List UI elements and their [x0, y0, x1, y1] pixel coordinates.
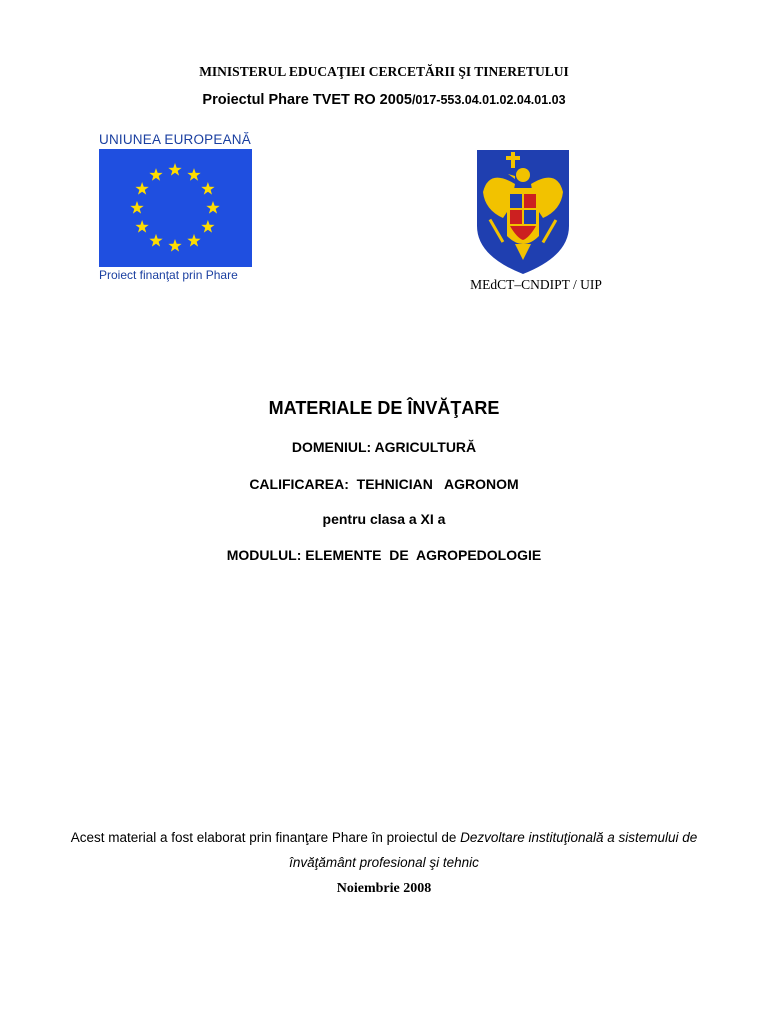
class-line: pentru clasa a XI a	[322, 511, 446, 527]
eu-star-icon	[187, 168, 200, 181]
eu-star-icon	[168, 163, 181, 176]
eu-star-icon	[149, 168, 162, 181]
funding-text: Acest material a fost elaborat prin finanţare Phare în proiectul de	[70, 830, 461, 845]
qualification-line: CALIFICAREA: TEHNICIAN AGRONOM	[249, 476, 519, 492]
eu-star-icon	[201, 220, 214, 233]
funding-project-name-part2: învăţământ profesional şi tehnic	[289, 855, 479, 870]
module-line: MODULUL: ELEMENTE DE AGROPEDOLOGIE	[226, 547, 542, 563]
eu-flag-icon	[99, 149, 252, 267]
eu-flag-stars	[99, 149, 252, 267]
project-prefix: Proiectul Phare TVET RO 2005	[202, 92, 412, 108]
project-code: /017-553.04.01.02.04.01.03	[411, 93, 566, 107]
eu-star-icon	[135, 182, 148, 195]
eu-label: UNIUNEA EUROPEANĂ	[99, 132, 251, 147]
project-heading	[0, 92, 768, 108]
document-title: MATERIALE DE ÎNVĂŢARE	[268, 398, 500, 418]
eu-star-icon	[206, 201, 219, 214]
ministry-heading: MINISTERUL EDUCAŢIEI CERCETĂRII ŞI TINERETULUI	[199, 64, 569, 79]
eu-star-icon	[149, 234, 162, 247]
eu-star-icon	[187, 234, 200, 247]
funding-project-name-part1: Dezvoltare instituţională a sistemului de	[460, 830, 698, 845]
romania-coat-of-arms-icon	[475, 148, 571, 276]
eu-star-icon	[168, 239, 181, 252]
domain-line: DOMENIUL: AGRICULTURĂ	[291, 439, 477, 455]
eu-star-icon	[130, 201, 143, 214]
eu-caption: Proiect finanţat prin Phare	[99, 268, 238, 282]
eu-star-icon	[135, 220, 148, 233]
funding-statement	[0, 830, 768, 845]
eu-star-icon	[201, 182, 214, 195]
publication-date: Noiembrie 2008	[336, 881, 432, 896]
coat-caption: MEdCT–CNDIPT / UIP	[470, 277, 602, 292]
